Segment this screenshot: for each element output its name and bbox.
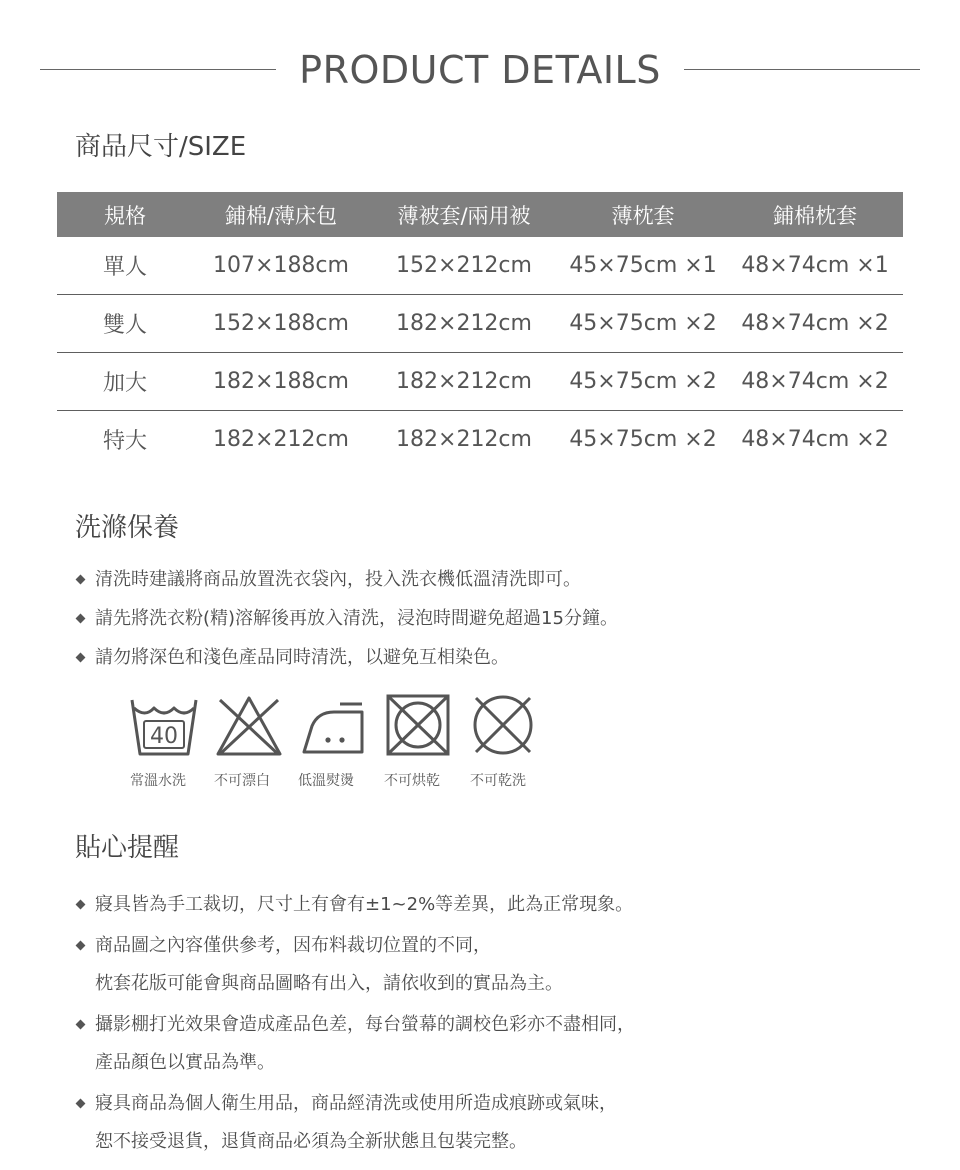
table-row	[57, 411, 903, 469]
no-dry-clean-icon	[470, 692, 536, 758]
table-cell: 48×74cm ×2	[727, 295, 903, 353]
column-header-quilted-pillowcase: 鋪棉枕套	[727, 192, 903, 237]
list-item-text: 請勿將深色和淺色產品同時清洗，以避免互相染色。	[95, 647, 509, 668]
tips-section-title: 貼心提醒	[75, 833, 180, 863]
table-cell: 182×212cm	[213, 427, 349, 452]
list-item-text: 枕套花版可能會與商品圖略有出入，請依收到的實品為主。	[95, 973, 563, 994]
table-cell: 182×212cm	[369, 295, 559, 353]
table-cell: 48×74cm ×2	[741, 427, 889, 452]
bullet-diamond-icon	[76, 1099, 86, 1109]
bullet-diamond-icon	[76, 900, 86, 910]
page-header	[40, 48, 920, 92]
care-label: 常溫水洗	[130, 773, 186, 789]
list-item-text: 寢具商品為個人衛生用品，商品經清洗或使用所造成痕跡或氣味，	[95, 1093, 617, 1114]
list-item	[75, 644, 618, 683]
list-item-text: 寢具皆為手工裁切，尺寸上有會有±1~2%等差異，此為正常現象。	[95, 894, 634, 915]
wash-temperature-label: 40	[150, 724, 178, 749]
table-cell: 182×188cm	[193, 353, 369, 411]
column-header-thin-pillowcase: 薄枕套	[559, 192, 727, 237]
no-bleach-icon	[214, 692, 284, 758]
header-divider-right	[684, 69, 920, 70]
care-label: 不可烘乾	[384, 773, 440, 789]
table-row	[57, 237, 903, 295]
wash-instructions-list	[75, 566, 618, 683]
table-cell: 48×74cm ×1	[727, 237, 903, 295]
table-cell: 182×212cm	[369, 353, 559, 411]
list-item-text: 恕不接受退貨，退貨商品必須為全新狀態且包裝完整。	[95, 1131, 527, 1152]
table-cell: 特大	[102, 429, 147, 454]
table-cell: 182×212cm	[396, 427, 532, 452]
list-item-text: 清洗時建議將商品放置洗衣袋內，投入洗衣機低溫清洗即可。	[95, 569, 581, 590]
table-cell: 152×212cm	[369, 237, 559, 295]
bullet-diamond-icon	[76, 575, 86, 585]
list-item-text: 產品顏色以實品為準。	[95, 1052, 275, 1073]
care-label: 低溫熨燙	[298, 773, 354, 789]
table-cell: 雙人	[57, 295, 193, 353]
list-item	[75, 566, 618, 605]
column-header-duvet-cover: 薄被套/兩用被	[369, 192, 559, 237]
list-item-text: 請先將洗衣粉(精)溶解後再放入清洗，浸泡時間避免超過15分鐘。	[95, 608, 618, 629]
list-item	[75, 1085, 635, 1161]
list-item	[75, 605, 618, 644]
column-header-spec: 規格	[57, 192, 193, 237]
page-title: PRODUCT DETAILS	[299, 48, 661, 92]
wash-40-icon	[126, 692, 202, 758]
table-cell: 單人	[57, 237, 193, 295]
table-cell: 45×75cm ×2	[559, 353, 727, 411]
list-item	[75, 1006, 635, 1082]
bullet-diamond-icon	[76, 1020, 86, 1030]
list-item-text: 商品圖之內容僅供參考，因布料裁切位置的不同，	[95, 935, 491, 956]
care-label: 不可漂白	[214, 773, 270, 789]
wash-section-title: 洗滌保養	[75, 513, 180, 543]
list-item	[75, 886, 635, 924]
table-row	[57, 295, 903, 353]
table-cell: 152×188cm	[193, 295, 369, 353]
table-row	[57, 353, 903, 411]
table-cell: 45×75cm ×2	[559, 295, 727, 353]
list-item	[75, 927, 635, 1003]
no-tumble-dry-icon	[384, 692, 452, 758]
care-label: 不可乾洗	[470, 773, 526, 789]
table-cell: 48×74cm ×2	[727, 353, 903, 411]
tips-list	[75, 886, 635, 1164]
bullet-diamond-icon	[76, 614, 86, 624]
bullet-diamond-icon	[76, 941, 86, 951]
size-table-header-row	[57, 192, 903, 237]
bullet-diamond-icon	[76, 653, 86, 663]
size-section-title: 商品尺寸/SIZE	[75, 132, 247, 162]
table-cell: 107×188cm	[193, 237, 369, 295]
table-cell: 加大	[57, 353, 193, 411]
size-table	[57, 192, 903, 468]
list-item-text: 攝影棚打光效果會造成產品色差，每台螢幕的調校色彩亦不盡相同，	[95, 1014, 635, 1035]
table-cell: 45×75cm ×2	[569, 427, 717, 452]
low-iron-icon	[300, 692, 368, 758]
table-cell: 45×75cm ×1	[559, 237, 727, 295]
column-header-quilted-fitted-sheet: 鋪棉/薄床包	[193, 192, 369, 237]
